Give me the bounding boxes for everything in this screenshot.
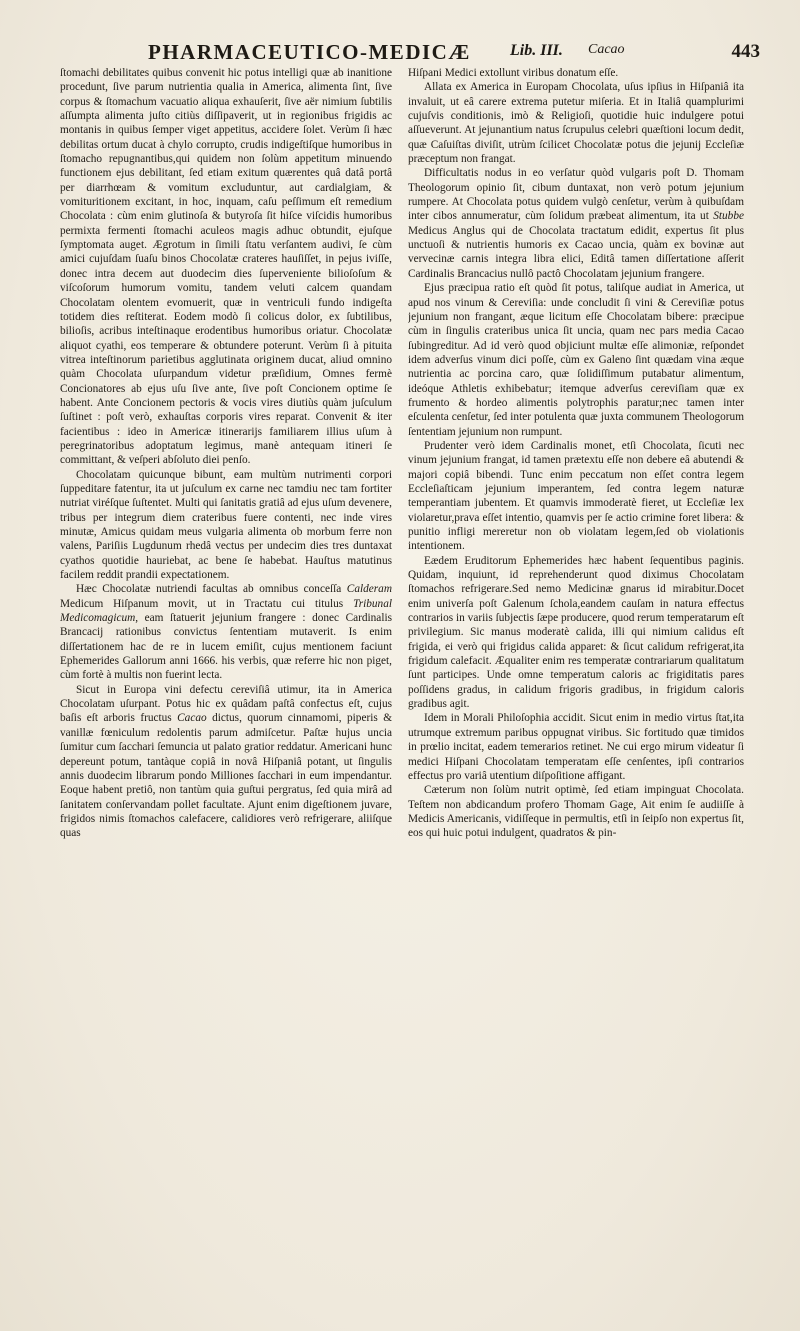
paragraph: Idem in Morali Philoſophia accidit. Sicut enim in medio virtus ſtat,ita utrumque extremum paribus oppugnat viribus. Sic fortitudo quæ timidos in prœlio incitat, eadem temerarios retinet. Ne cui ergo mirum videatur ſi medici Hiſpani Chocolatam temperatam eſſe cenſentes, ipſi contrarios effectus pro variâ utentium diſpoſitione affigant. — [408, 712, 744, 782]
paragraph — [408, 166, 744, 281]
paragraph: Eædem Eruditorum Ephemerides hæc habent ſequentibus paginis. Quidam, inquiunt, id reprehenderunt quod diximus Chocolatam ſtomachos refrigerare.Sed nemo Medicinæ gnarus id mirabitur.Docet enim univerſa poſt Galenum ſchola,eandem cauſam in natura effectus contrarios in variis ſubjectis ſæpe producere, quod rerum temperatarum eſt privilegium. Sic manus moderatè calida, illi qui nimium calidus eſt frigida, ei verò qui frigidus calida apparet: & ſicut calidum refrigerat,ita frigidum calefacit. Æqualiter enim res temperatæ contrariarum qualitatum ſunt participes. Unde omne temperatum caloris ac frigiditatis pares poſſidens gradus, in calidum frigoris gradibus, in frigidum caloris gradibus agit. — [408, 554, 744, 711]
running-title: PHARMACEUTICO-MEDICÆ — [148, 40, 471, 64]
paragraph — [60, 683, 392, 841]
paragraph — [60, 582, 392, 682]
paragraph: Cæterum non ſolùm nutrit optimè, ſed etiam impinguat Chocolata. Teſtem non abdicandum profero Thomam Gage, Ait enim ſe audiiſſe à Medicis Americanis, vidiſſeque in permultis, etſi in ſeipſo non expertus ſit, eos qui huic potui indulgent, quadratos & pin- — [408, 784, 744, 840]
text-run: Difficultatis nodus in eo verſatur quòd vulgaris poſt D. Thomam Theologorum opinio ſit, cibum duntaxat, non verò potum jejunium rumpere. At Chocolata potus quidem vulgò cenſetur, verùm à quibuſdam inter cibos annumeratur, cùm ſolidum præbeat alimentum, ita ut — [408, 167, 744, 223]
italic-term: Cacao — [177, 712, 207, 725]
right-column — [408, 66, 744, 1196]
text-run: Medicus Anglus qui de Chocolata tractatum edidit, expertus ſit plus unctuoſi & nutrientis humoris ex Cacao uncia, quàm ex bovinæ aut vervecinæ carnis integra libra elici, Editâ tamen diſſertatione aſſerit Cardinalis Brancacius nullô pactô Chocolatam jejunium frangere. — [408, 224, 744, 280]
italic-name: Calderam — [346, 583, 392, 596]
text-run: dictus, quorum cinnamomi, piperis & vanillæ fœniculum redolentis parum admiſcetur. Paſtæ hujus uncia ſumitur cum ſacchari ſemuncia ut palato gratior reddatur. Americani hunc depereunt potum, tantàque copiâ in novâ Hiſpaniâ potant, ut ſingulis annis duodecim librarum pondo Milliones ſacchari in eum impendantur. Eoque habent pretiô, non tantùm quia guſtui pergratus, ſed quia mirâ ad ſanitatem conſervandam pollet facultate. Ajunt enim digeſtionem juvare, frigidos nimis ſtomachos calefacere, calidiores verò refrigerare, aliiſque quas — [60, 712, 392, 840]
paragraph: ſtomachi debilitates quibus convenit hic potus intelligi quæ ab inanitione procedunt, ſive parum nutrientia qualia in America, alimenta ſint, ſive corpus & ſtomachum vacuatio aliqua exhauſerit, ſive aër nimium ſubtilis aſſumpta alimenta juſto citiùs diſſipaverit, ut in regionibus frigidis ac montanis in quibus ſemper viget appetitus, accidere ſolet. Verùm ſi hæc debilitas ortum ducat à chylo corrupto, crudis indigeſtiſque humoribus in ſtomacho repugnantibus,qui quidem non ſolùm appetitum minuendo functionem ejus debilitant, ſed etiam exitum quærentes quâ datâ portâ per diarrhœam & vomitum excluduntur, aut cardialgiam, & vomituritionem excitant, in hoc, inquam, caſu peſſimum eſt remedium Chocolata : cùm enim glutinoſa & butyroſa ſit hiſce viſcidis humoribus permixta fermenti ſtomachi aculeos magis adhuc obtundit, ejuſque ſymptomata auget. Ægrotum in ſimili ſtatu verſantem audivi, ſe cùm amici cujuſdam ſuaſu binos Chocolatæ crateres hauſiſſet, in pejus iviſſe, donec intra decem aut duodecim dies ſuperveniente bilioſoſum & viſcoſorum humorum vomitu, tandem veluti calcem quandam Chocolatam olentem evomuerit, quæ in ventriculi fundo indigeſta totidem dies reſtiterat. Eodem modò ſi colicus dolor, ex ſubtilibus, bilioſis, acribus inteſtinaque erodentibus humoribus oriatur. Chocolatæ aliquot cyathi, eos temperare & obtundere poterunt. Verùm ſi à pituita vitrea inteſtinorum parietibus agglutinata originem ducat, aliud omnino quàm Chocolata uſurpandum videtur præſidium, Omnes fermè Concionatores ab ejus uſu ſive ante, ſive poſt Concionem optime ſe habent. Ante Concionem pectoris & vocis vires diutiùs quàm juſculum ſuſtinet : poſt verò, exhauſtas corporis vires reparat. Convenit & iter facientibus : ideo in Americæ itinerarijs familiarem illius uſum à peregrinatoribus adoptatum legimus, manè antequam itineri ſe committant, & veſperi abſoluto diei penſo. — [60, 67, 392, 467]
paragraph: Hiſpani Medici extollunt viribus donatum eſſe. — [408, 67, 619, 79]
italic-name: Stubbe — [713, 210, 744, 223]
paragraph: Chocolatam quicunque bibunt, eam multùm nutrimenti corpori ſuppeditare fatentur, ita ut juſculum ex carne nec tamdiu nec tam fortiter nutriat viréſque ſuſtentet. Multi qui ſanitatis gratiâ ad ejus uſum devenere, tribus per integrum diem crateribus fuere contenti, nec inde vires minutæ, Amicus quidam meus vulgaria alimenta ob morbum ferre non valens, Pariſiis Lugdunum rhedâ vectus per undecim dies tres duntaxat cyathos quotidie hauriebat, ac bene ſe habebat. Hauſtus matutinus facilem reddit prandii expectationem. — [60, 468, 392, 582]
left-column — [60, 66, 392, 1196]
page-number: 443 — [731, 41, 760, 62]
book-number: Lib. III. — [510, 42, 563, 59]
text-run: Medicum Hiſpanum movit, ut in Tractatu cui titulus — [60, 597, 354, 610]
paragraph: Ejus præcipua ratio eſt quòd ſit potus, taliſque audiat in America, ut apud nos vinum & Cereviſia: unde concludit ſi vini & Cereviſiæ potus jejunium non frangant, æque licitum eſſe Chocolatam bibere: præcipue cùm in ſingulis crateribus unica ſit uncia, quam nec pars media Cacao ſubingreditur. Ad id verò quod objiciunt multæ eſſe alimoniæ, reſpondet idem adverſus vinum dici poſſe, cùm ex Galeno ſint quædam vina æque nutrientia ac porcina caro, quæ ſolidiſſimum putabatur alimentum, ideóque Athletis exhibebatur; itemque adverſus cereviſiam quæ ex frumento & hordeo alimentis polytrophis paratur;nec tamen inter eſculenta cenſetur, ſed inter potulenta quæ juxta communem Theologorum ſententiam jejunium non rumpunt. — [408, 282, 744, 438]
text-run: , eam ſtatuerit jejunium frangere : donec Cardinalis Brancacij rationibus convictus ſententiam mutaverit. Is enim diſſertationem hac de re in lucem emiſit, cujus mentionem faciunt Ephemerides Gallorum anni 1666. his verbis, quæ referre hic non piget, cùm fortè à multis non fuerint lecta. — [60, 612, 392, 682]
italic-title: Tribunal Medicomagicum — [60, 597, 392, 625]
running-header — [148, 40, 768, 68]
running-topic: Cacao — [588, 42, 625, 57]
text-run: Hæc Chocolatæ nutriendi facultas ab omnibus conceſſa — [76, 583, 347, 596]
paragraph: Allata ex America in Europam Chocolata, uſus ipſius in Hiſpaniâ ita invaluit, ut eâ carere extrema putetur miſeria. Et in Italiâ quamplurimi cujuſvis conditionis, imò & Religioſi, quotidie huic indulgere potui aſſueverunt. At jejunantium natus ſcrupulus celebri quæſtioni locum dedit, quæ Caſuiſtas diviſit, utrùm ſcilicet Chocolatæ potus die jejunij Eccleſiæ præceptum non frangat. — [408, 81, 744, 166]
text-run: Sicut in Europa vini defectu cereviſiâ utimur, ita in America Chocolatam uſurpant. Potus hic ex quâdam paſtâ confectus eſt, cujus baſis eſt arboris fructus — [60, 683, 392, 725]
paragraph: Prudenter verò idem Cardinalis monet, etſi Chocolata, ſicuti nec vinum jejunium frangat, id tamen prætextu eſſe non debere eâ abutendi & majori copiâ bibendi. Tunc enim peccatum non eſſet contra legem Eccleſiaſticam jejunium imperantem, ſed contra legem naturæ temperantiam jubentem. Et quamvis immoderatè fieret, ut Eccleſiæ lex violaretur,prava eſſet intentio, quamvis per ſe actio crimine foret libera: & punitio infligi mereretur non ob violatam legem,ſed ob violationis intentionem. — [408, 439, 744, 553]
